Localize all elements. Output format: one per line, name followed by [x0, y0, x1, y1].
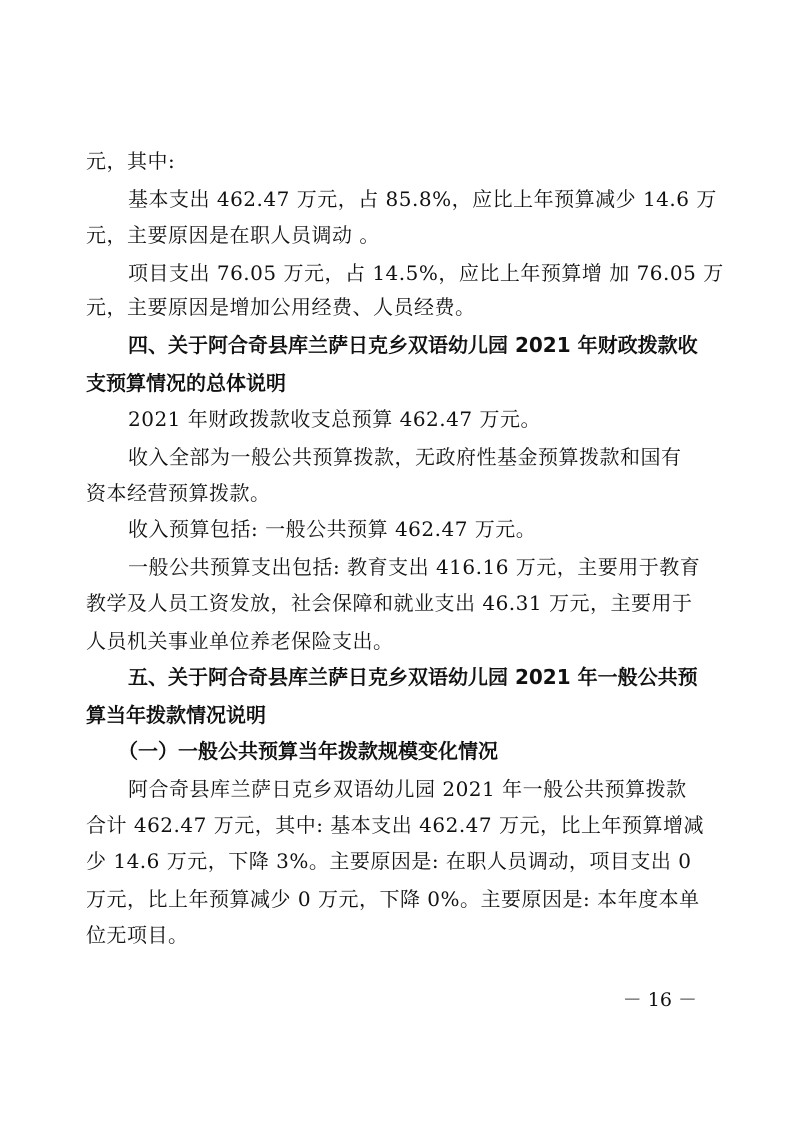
- text-line: 教学及人员工资发放，社会保障和就业支出 46.31 万元，主要用于: [86, 591, 693, 615]
- text-line: 资本经营预算拨款。: [86, 481, 271, 505]
- section-heading: 五、关于阿合奇县库兰萨日克乡双语幼儿园 2021 年一般公共预: [128, 665, 698, 689]
- text-line: 人员机关事业单位养老保险支出。: [86, 629, 394, 653]
- text-line: 基本支出 462.47 万元，占 85.8%，应比上年预算减少 14.6 万: [128, 187, 717, 211]
- text-line: 少 14.6 万元，下降 3%。主要原因是: 在职人员调动，项目支出 0: [86, 849, 692, 873]
- text-line: 收入预算包括: 一般公共预算 462.47 万元。: [128, 517, 537, 541]
- text-line: 元，其中:: [86, 149, 176, 173]
- text-line: 万元，比上年预算减少 0 万元，下降 0%。主要原因是: 本年度本单: [86, 887, 700, 911]
- section-heading: 四、关于阿合奇县库兰萨日克乡双语幼儿园 2021 年财政拨款收: [128, 333, 698, 357]
- subsection-heading: （一）一般公共预算当年拨款规模变化情况: [118, 739, 498, 763]
- text-line: 元，主要原因是增加公用经费、人员经费。: [86, 295, 476, 319]
- text-line: 一般公共预算支出包括: 教育支出 416.16 万元，主要用于教育: [128, 555, 701, 579]
- section-heading: 算当年拨款情况说明: [86, 703, 266, 727]
- page-number: － 16 －: [622, 989, 697, 1011]
- text-line: 合计 462.47 万元，其中: 基本支出 462.47 万元，比上年预算增减: [86, 813, 704, 837]
- text-line: 收入全部为一般公共预算拨款，无政府性基金预算拨款和国有: [128, 445, 682, 469]
- text-line: 2021 年财政拨款收支总预算 462.47 万元。: [128, 407, 541, 431]
- text-line: 位无项目。: [86, 923, 189, 947]
- text-line: 元，主要原因是在职人员调动 。: [86, 223, 380, 247]
- text-line: 阿合奇县库兰萨日克乡双语幼儿园 2021 年一般公共预算拨款: [128, 777, 687, 801]
- text-line: 项目支出 76.05 万元，占 14.5%，应比上年预算增 加 76.05 万: [128, 261, 724, 285]
- section-heading: 支预算情况的总体说明: [86, 371, 286, 395]
